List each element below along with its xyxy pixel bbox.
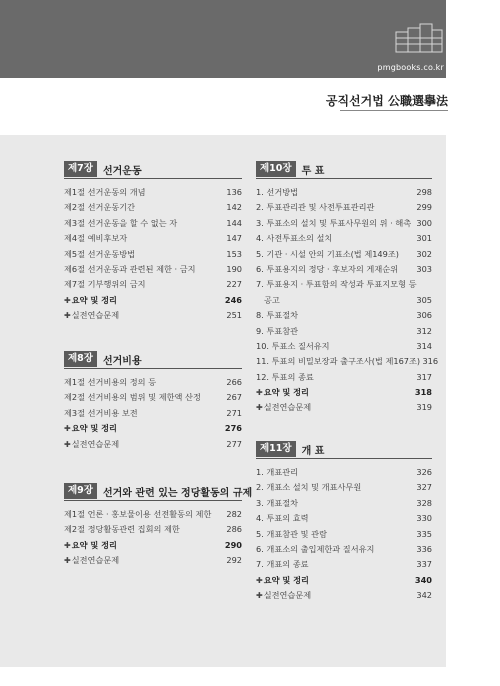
toc-entry-label: 실전연습문제	[71, 438, 120, 449]
toc-entry-page: 319	[416, 402, 432, 413]
toc-entry[interactable]	[64, 375, 242, 390]
toc-entry[interactable]	[256, 573, 432, 588]
toc-entry-page: 292	[226, 555, 242, 566]
chapter-number: 제10장	[256, 161, 296, 177]
toc-entry-label: 5. 기관 · 시설 안의 기표소(법 제149조)	[256, 248, 399, 259]
toc-entry-page: 318	[414, 387, 432, 398]
toc-entry[interactable]	[256, 385, 432, 400]
toc-entry[interactable]	[256, 185, 432, 200]
toc-entry[interactable]	[256, 324, 432, 339]
chapter-heading	[256, 440, 432, 459]
toc-entry[interactable]	[256, 480, 432, 495]
chapter-title: 투 표	[301, 165, 325, 177]
toc-entry-label: 4. 투표의 효력	[256, 513, 309, 524]
toc-entry[interactable]	[256, 216, 432, 231]
toc-entry-page: 277	[226, 438, 242, 449]
toc-entry[interactable]	[256, 511, 432, 526]
toc-entry[interactable]	[64, 200, 242, 215]
chapter-number: 제9장	[64, 483, 97, 499]
toc-entry-label: 요약 및 정리	[263, 574, 309, 585]
chapter-title: 개 표	[301, 445, 325, 457]
toc-entry-page: 340	[414, 574, 432, 585]
toc-entry[interactable]	[256, 200, 432, 215]
toc-entry[interactable]	[64, 277, 242, 292]
toc-entry-page: 326	[416, 467, 432, 477]
toc-entry-label: 제3절 선거비용 보전	[64, 407, 138, 418]
toc-entry-page: 306	[416, 310, 432, 321]
toc-entry[interactable]	[64, 185, 242, 200]
chapter-section	[64, 482, 253, 569]
toc-entry-page: 282	[226, 509, 242, 519]
toc-entry-label: 실전연습문제	[263, 402, 312, 413]
toc-entry-label: 제3절 선거운동을 할 수 없는 자	[64, 217, 178, 228]
toc-entry-label: 7. 투표용지 · 투표함의 작성과 투표지모형 등	[256, 279, 417, 290]
toc-entry-page: 312	[416, 325, 432, 336]
chapter-heading	[64, 482, 253, 501]
toc-entry[interactable]	[256, 231, 432, 246]
toc-entry-page: 298	[416, 187, 432, 197]
toc-entry-page: 305	[416, 294, 432, 305]
toc-entry[interactable]	[256, 557, 432, 572]
toc-entry-label: 제5절 선거운동방법	[64, 248, 136, 259]
plus-bullet-icon: ✚	[256, 575, 263, 585]
chapter-section	[256, 160, 439, 416]
toc-entry-page: 342	[416, 590, 432, 601]
toc-entry-page: 330	[416, 513, 432, 524]
toc-entry-page: 144	[226, 217, 242, 228]
toc-entry-label: 제7절 기부행위의 금지	[64, 279, 146, 290]
toc-entry-page: 316	[422, 356, 439, 367]
chapter-number: 제8장	[64, 351, 97, 367]
toc-entry[interactable]	[64, 437, 242, 452]
toc-entry-page: 328	[416, 497, 432, 508]
chapter-section	[64, 160, 242, 324]
toc-entry[interactable]	[64, 421, 242, 436]
toc-entry-label: 7. 개표의 종료	[256, 559, 309, 570]
toc-entry-label: 4. 사전투표소의 설치	[256, 233, 333, 244]
toc-entry-page: 335	[416, 528, 432, 539]
toc-entry-page: 317	[416, 371, 432, 382]
publisher-logo-icon	[394, 22, 444, 56]
toc-entry-label: 제2절 정당활동관련 집회의 제한	[64, 524, 180, 535]
plus-bullet-icon: ✚	[64, 311, 71, 321]
toc-entry-label: 3. 투표소의 설치 및 투표사무원의 위 · 해촉	[256, 217, 412, 228]
toc-entry-label: 3. 개표절차	[256, 497, 299, 508]
toc-entry-page: 153	[226, 248, 242, 259]
plus-bullet-icon: ✚	[64, 556, 71, 566]
toc-entry[interactable]	[256, 527, 432, 542]
toc-entry[interactable]	[256, 247, 432, 262]
toc-entry-label: 9. 투표참관	[256, 325, 299, 336]
toc-entry[interactable]	[64, 216, 242, 231]
toc-entry-page: 136	[226, 187, 242, 197]
plus-bullet-icon: ✚	[256, 403, 263, 413]
toc-entry-page: 251	[226, 310, 242, 321]
chapter-number: 제11장	[256, 441, 296, 457]
plus-bullet-icon: ✚	[256, 388, 263, 398]
toc-entry-label: 요약 및 정리	[71, 294, 117, 305]
toc-entry-page: 271	[226, 407, 242, 418]
toc-entry-page: 337	[416, 559, 432, 570]
toc-entry-label: 실전연습문제	[263, 590, 312, 601]
toc-entry-page: 190	[226, 263, 242, 274]
toc-entry-page: 314	[416, 340, 432, 351]
toc-entry-page: 266	[226, 377, 242, 387]
toc-entry[interactable]	[64, 406, 242, 421]
toc-entry[interactable]	[64, 247, 242, 262]
plus-bullet-icon: ✚	[64, 295, 71, 305]
toc-entry-label: 8. 투표절차	[256, 310, 299, 321]
toc-entry[interactable]	[256, 354, 439, 369]
toc-entry-label: 요약 및 정리	[71, 539, 117, 550]
toc-entry-page: 302	[416, 248, 432, 259]
toc-entry[interactable]	[256, 262, 432, 277]
chapter-title: 선거와 관련 있는 정당활동의 규제	[102, 487, 253, 499]
toc-entry-label: 10. 투표소 질서유지	[256, 340, 330, 351]
toc-entry[interactable]	[256, 496, 432, 511]
toc-entry-label: 공고	[264, 294, 280, 305]
toc-entry-page: 300	[416, 217, 432, 228]
toc-entry-label: 2. 투표관리관 및 사전투표관리관	[256, 202, 375, 213]
toc-entry[interactable]	[64, 308, 242, 323]
toc-entry-label: 2. 개표소 설치 및 개표사무원	[256, 482, 362, 493]
toc-entry-label: 제6절 선거운동과 관련된 제한 · 금지	[64, 263, 196, 274]
toc-entry-label: 1. 선거방법	[256, 187, 299, 197]
toc-entry-page: 290	[224, 539, 242, 550]
toc-entry[interactable]	[64, 522, 242, 537]
toc-entry-page: 299	[416, 202, 432, 213]
toc-entry-page: 246	[224, 294, 242, 305]
toc-entry[interactable]	[256, 588, 432, 603]
toc-entry-page: 267	[226, 392, 242, 403]
chapter-section	[64, 350, 242, 452]
toc-entry[interactable]	[256, 308, 432, 323]
toc-entry[interactable]	[64, 507, 242, 522]
header-band	[0, 0, 446, 78]
toc-entry-label: 11. 투표의 비밀보장과 출구조사(법 제167조)	[256, 356, 421, 367]
toc-entry[interactable]	[256, 542, 432, 557]
plus-bullet-icon: ✚	[64, 424, 71, 434]
toc-entry-label: 제1절 선거비용의 정의 등	[64, 377, 157, 387]
plus-bullet-icon: ✚	[64, 540, 71, 550]
toc-entry-label: 제1절 선거운동의 개념	[64, 187, 146, 197]
chapter-title: 선거운동	[102, 165, 142, 177]
toc-entry[interactable]	[64, 231, 242, 246]
toc-entry-page: 286	[226, 524, 242, 535]
plus-bullet-icon: ✚	[64, 439, 71, 449]
chapter-heading	[64, 350, 242, 369]
chapter-heading	[64, 160, 242, 179]
toc-entry-label: 5. 개표참관 및 관람	[256, 528, 327, 539]
toc-entry-page: 227	[226, 279, 242, 290]
toc-entry-label: 요약 및 정리	[263, 387, 309, 398]
toc-entry[interactable]	[256, 277, 432, 292]
chapter-heading	[256, 160, 432, 179]
toc-entry[interactable]	[256, 370, 432, 385]
toc-entry-label: 제1절 언론 · 홍보물이용 선전활동의 제한	[64, 509, 212, 519]
toc-entry-page: 327	[416, 482, 432, 493]
title-divider	[340, 110, 448, 111]
toc-entry-label: 실전연습문제	[71, 555, 120, 566]
toc-entry-label: 12. 투표의 종료	[256, 371, 314, 382]
toc-entry-label: 제2절 선거비용의 범위 및 제한액 산정	[64, 392, 201, 403]
toc-entry[interactable]	[64, 262, 242, 277]
toc-entry[interactable]	[256, 293, 432, 308]
toc-entry-label: 제2절 선거운동기간	[64, 202, 136, 213]
toc-entry[interactable]	[256, 339, 432, 354]
chapter-section	[256, 440, 432, 604]
toc-entry-label: 제4절 예비후보자	[64, 233, 128, 244]
site-url: pmgbooks.co.kr	[377, 63, 444, 72]
toc-entry-label: 1. 개표관리	[256, 467, 299, 477]
toc-entry-label: 6. 투표용지의 정당 · 후보자의 게재순위	[256, 263, 399, 274]
chapter-title: 선거비용	[102, 355, 142, 367]
chapter-number: 제7장	[64, 161, 97, 177]
toc-entry-page: 336	[416, 543, 432, 554]
toc-entry-page: 142	[226, 202, 242, 213]
toc-entry-label: 6. 개표소의 출입제한과 질서유지	[256, 543, 375, 554]
toc-entry[interactable]	[256, 400, 432, 415]
toc-entry-page: 276	[224, 423, 242, 434]
toc-entry[interactable]	[64, 553, 242, 568]
toc-entry[interactable]	[64, 293, 242, 308]
toc-entry-page: 303	[416, 263, 432, 274]
plus-bullet-icon: ✚	[256, 591, 263, 601]
toc-entry-page: 147	[226, 233, 242, 244]
toc-entry[interactable]	[64, 390, 242, 405]
toc-entry-page: 301	[416, 233, 432, 244]
toc-entry-label: 요약 및 정리	[71, 423, 117, 434]
toc-entry-label: 실전연습문제	[71, 310, 120, 321]
toc-entry[interactable]	[256, 465, 432, 480]
toc-entry[interactable]	[64, 538, 242, 553]
book-title: 공직선거법 公職選擧法	[325, 94, 448, 108]
